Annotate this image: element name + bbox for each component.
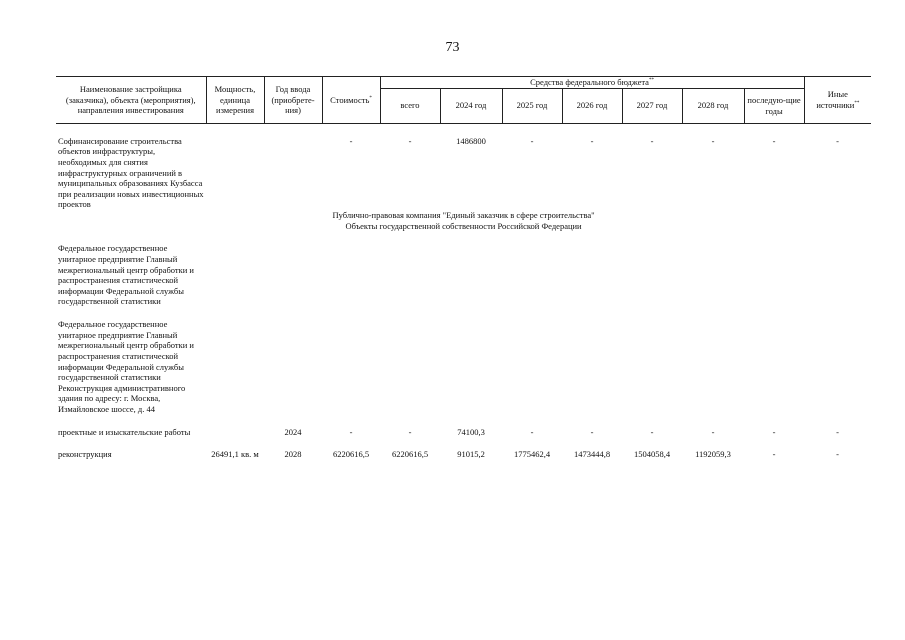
header-capacity: Мощность, единица измерения xyxy=(206,77,264,124)
cell-other: - xyxy=(836,449,840,460)
table-row xyxy=(56,319,871,415)
header-cost: Стоимость* xyxy=(322,77,380,124)
investment-table xyxy=(56,76,871,460)
row-organization-object: Федеральное государственное унитарное предприятие Главный межрегиональный центр обработки и распространения статистической информации Федеральной службы государственной статистики Реконструкция административного здания по адресу: г. Москва, Измайловское шоссе, д. 44 xyxy=(58,319,194,414)
cell-2025: - xyxy=(530,135,534,146)
cell-year: 2024 xyxy=(284,426,302,437)
section-title xyxy=(56,210,871,221)
cell-cost: - xyxy=(349,426,353,437)
cell-2024: 91015,2 xyxy=(457,449,485,460)
header-2024: 2024 год xyxy=(440,88,502,123)
cell-2028: 1192059,3 xyxy=(695,449,731,460)
cell-2024: 1486800 xyxy=(456,135,486,146)
cell-next: - xyxy=(772,449,776,460)
row-name: проектные и изыскательские работы xyxy=(58,426,191,437)
cell-cost: 6220616,5 xyxy=(332,449,370,460)
cell-total: 6220616,5 xyxy=(391,449,429,460)
section-title xyxy=(56,221,871,232)
header-year: Год ввода (приобрете-ния) xyxy=(264,77,322,124)
header-name: Наименование застройщика (заказчика), объекта (мероприятия), направления инвестирования xyxy=(56,77,206,124)
row-name: реконструкция xyxy=(58,449,112,460)
cell-other: - xyxy=(836,426,840,437)
cell-total: - xyxy=(408,426,412,437)
header-2026: 2026 год xyxy=(562,88,622,123)
cell-next: - xyxy=(772,135,776,146)
cell-total: - xyxy=(408,135,412,146)
table-row xyxy=(56,449,871,460)
cell-2025: - xyxy=(530,426,534,437)
header-2027: 2027 год xyxy=(622,88,682,123)
page-number: 73 xyxy=(445,40,460,55)
header-federal-budget: Средства федерального бюджета** xyxy=(380,77,804,89)
cell-cost: - xyxy=(349,135,353,146)
table-row xyxy=(56,427,871,438)
cell-2027: - xyxy=(650,135,654,146)
cell-2025: 1775462,4 xyxy=(513,449,551,460)
table-row xyxy=(56,136,871,210)
cell-2027: - xyxy=(650,426,654,437)
cell-2028: - xyxy=(711,135,715,146)
cell-2028: - xyxy=(711,426,715,437)
cell-year: 2028 xyxy=(284,449,302,460)
cell-2027: 1504058,4 xyxy=(633,449,671,460)
cell-2026: 1473444,8 xyxy=(573,449,611,460)
cell-other: - xyxy=(836,135,840,146)
header-2025: 2025 год xyxy=(502,88,562,123)
row-organization: Федеральное государственное унитарное предприятие Главный межрегиональный центр обработки и распространения статистической информации Федеральной службы государственной статистики xyxy=(58,243,194,307)
cell-2026: - xyxy=(590,426,594,437)
header-next-years: последую-щие годы xyxy=(744,88,804,123)
header-other-sources: Иные источники** xyxy=(804,77,871,124)
cell-2024: 74100,3 xyxy=(457,426,485,437)
section-title-federal-property: Объекты государственной собственности Российской Федерации xyxy=(345,220,582,231)
table-row xyxy=(56,243,871,307)
cell-2026: - xyxy=(590,135,594,146)
cell-next: - xyxy=(772,426,776,437)
cell-capacity: 26491,1 кв. м xyxy=(211,449,259,460)
row-name: Софинансирование строительства объектов инфраструктуры, необходимых для снятия инфраструктурных ограничений в муниципальных образованиях Кузбасса при реализации новых инвестиционных проектов xyxy=(58,135,204,210)
header-2028: 2028 год xyxy=(682,88,744,123)
header-total: всего xyxy=(380,88,440,123)
section-title-customer: Публично-правовая компания "Единый заказчик в сфере строительства" xyxy=(332,210,595,220)
